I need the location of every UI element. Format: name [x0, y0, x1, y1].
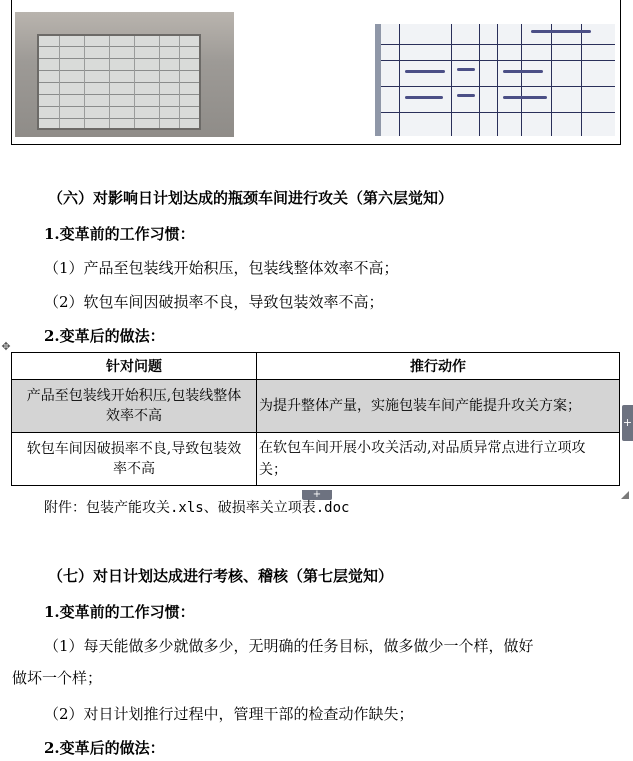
issue-text-line1: 软包车间因破损率不良,导致包装效	[26, 441, 242, 457]
photo-table	[11, 0, 621, 145]
add-row-button[interactable]: +	[302, 490, 332, 500]
whiteboard-image	[381, 24, 615, 136]
improvement-table	[11, 352, 620, 486]
action-text-line1: 为提升整体产量，实施包装车间产能提升攻关方案；	[259, 398, 581, 414]
section6-title: （六）对影响日计划达成的瓶颈车间进行攻关（第六层觉知）	[48, 189, 454, 207]
section7-before-item-1: （1）每天能做多少就做多少，无明确的任务目标，做多做少一个样，做好	[44, 637, 534, 655]
action-cell[interactable]	[257, 380, 620, 433]
section7-title: （七）对日计划达成进行考核、稽核（第七层觉知）	[48, 567, 394, 585]
whiteboard-image	[37, 34, 201, 130]
action-cell[interactable]	[257, 433, 620, 486]
action-text-line2: 关；	[259, 462, 287, 478]
table-row	[12, 433, 620, 486]
table-move-handle-icon[interactable]: ✥	[1, 340, 11, 353]
attachment-line: 附件：包装产能攻关.xls、破损率关立项表.doc	[44, 500, 350, 516]
section7-before-heading: 1.变革前的工作习惯：	[44, 603, 195, 621]
add-column-button[interactable]: +	[622, 405, 633, 441]
production-board-photo-2	[375, 24, 615, 136]
section6-after-heading: 2.变革后的做法：	[44, 327, 165, 345]
section7-before-item-2: （2）对日计划推行过程中，管理干部的检查动作缺失；	[44, 705, 414, 723]
section7-before-item-1-cont: 做坏一个样；	[12, 669, 103, 687]
section6-before-item-2: （2）软包车间因破损率不良，导致包装效率不高；	[44, 293, 384, 311]
issue-cell[interactable]	[12, 433, 257, 486]
table-row	[12, 380, 620, 433]
section6-before-item-1: （1）产品至包装线开始积压，包装线整体效率不高；	[44, 259, 399, 277]
issue-cell[interactable]	[12, 380, 257, 433]
issue-text-line2: 率不高	[113, 461, 155, 477]
section7-after-heading: 2.变革后的做法：	[44, 739, 165, 757]
action-text-line1: 在软包车间开展小攻关活动,对品质异常点进行立项攻	[259, 440, 586, 456]
section6-before-heading: 1.变革前的工作习惯：	[44, 225, 195, 243]
production-board-photo-1	[15, 12, 234, 137]
table-header-action: 推行动作	[257, 353, 620, 380]
issue-text-line1: 产品至包装线开始积压,包装线整体	[26, 388, 242, 404]
table-resize-handle[interactable]	[621, 491, 629, 499]
table-header-issue: 针对问题	[12, 353, 257, 380]
issue-text-line2: 效率不高	[106, 408, 162, 424]
